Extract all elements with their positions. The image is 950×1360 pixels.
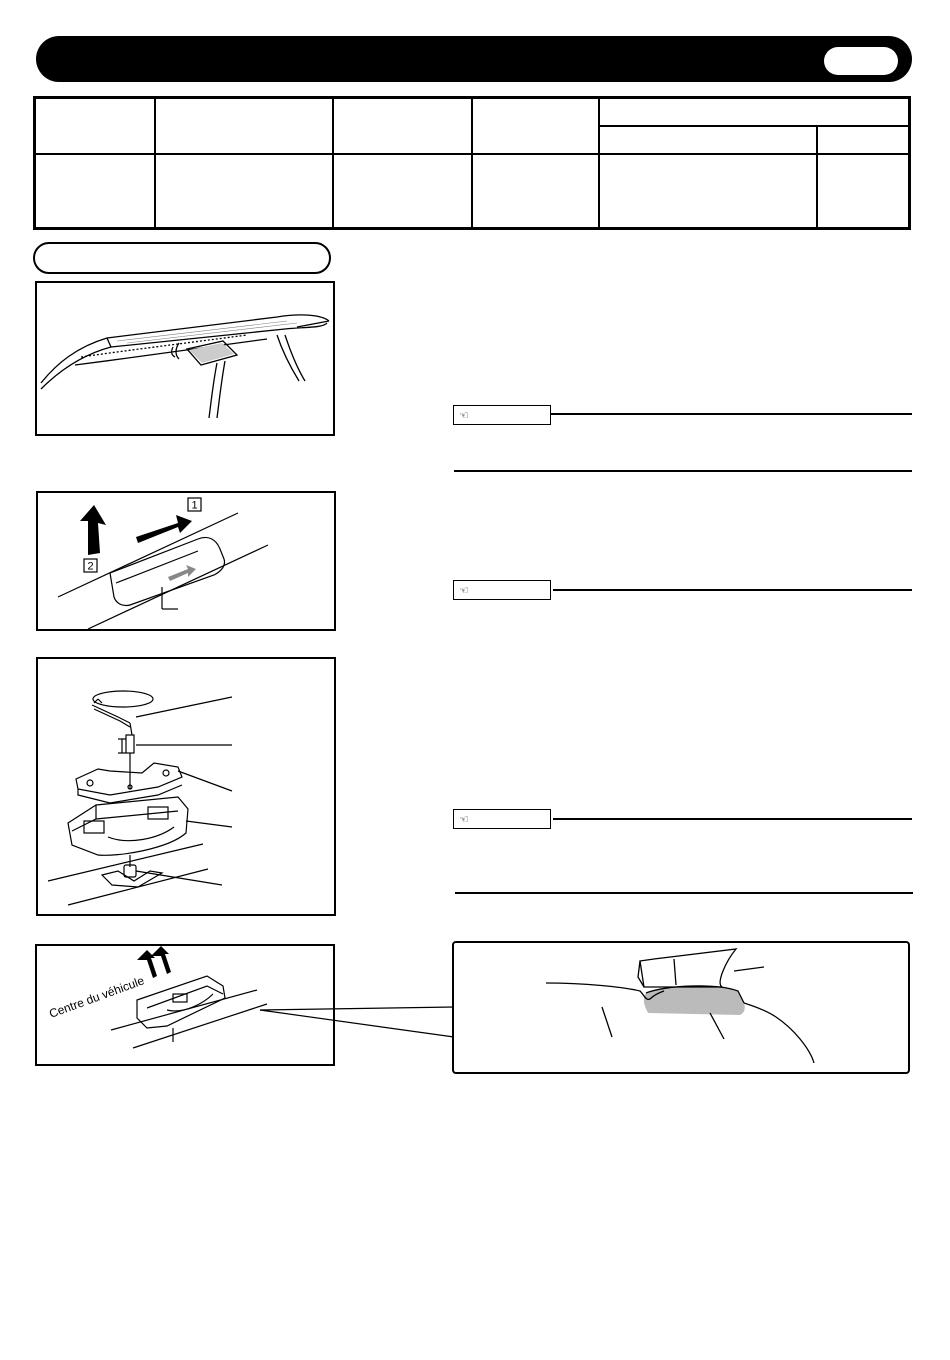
note-end-rule bbox=[454, 470, 912, 472]
note-rule bbox=[553, 589, 912, 591]
table-row bbox=[35, 98, 910, 126]
roof-illustration bbox=[37, 283, 333, 434]
table-cell bbox=[817, 154, 909, 229]
table-cell bbox=[35, 98, 155, 154]
table-cell bbox=[155, 154, 333, 229]
step-2-label: 2 bbox=[87, 560, 94, 573]
figure-exploded-view bbox=[36, 657, 336, 916]
pointing-hand-icon: ☜ bbox=[459, 813, 469, 826]
cover-removal-illustration bbox=[38, 493, 334, 629]
page-tag bbox=[824, 47, 898, 75]
table-cell bbox=[472, 98, 599, 154]
note-end-rule bbox=[455, 892, 913, 894]
figure-cover-removal bbox=[36, 491, 336, 631]
pointing-hand-icon: ☜ bbox=[459, 584, 469, 597]
figure-roof-overview bbox=[35, 281, 335, 436]
table-cell bbox=[599, 154, 817, 229]
table-cell bbox=[35, 154, 155, 229]
table-cell bbox=[333, 154, 472, 229]
section-label bbox=[33, 242, 331, 274]
table-cell bbox=[817, 126, 909, 154]
vehicle-center-label: Centre du véhicule bbox=[47, 973, 147, 1021]
table-row bbox=[35, 154, 910, 229]
note-tag bbox=[453, 809, 551, 829]
exploded-view-illustration bbox=[38, 659, 334, 914]
table-cell bbox=[155, 98, 333, 154]
table-cell bbox=[333, 98, 472, 154]
note-rule bbox=[553, 818, 912, 820]
table-cell bbox=[599, 126, 817, 154]
figure-detail-callout bbox=[452, 941, 910, 1074]
note-tag bbox=[453, 580, 551, 600]
table-cell bbox=[472, 154, 599, 229]
note-tag bbox=[453, 405, 551, 425]
table-cell bbox=[599, 98, 909, 126]
spec-table bbox=[33, 96, 911, 230]
pointing-hand-icon: ☜ bbox=[459, 409, 469, 422]
note-rule bbox=[550, 413, 912, 415]
step-1-label: 1 bbox=[191, 499, 198, 512]
callout-lines bbox=[258, 1004, 458, 1044]
detail-illustration bbox=[454, 943, 908, 1072]
page-title-bar bbox=[36, 36, 912, 82]
